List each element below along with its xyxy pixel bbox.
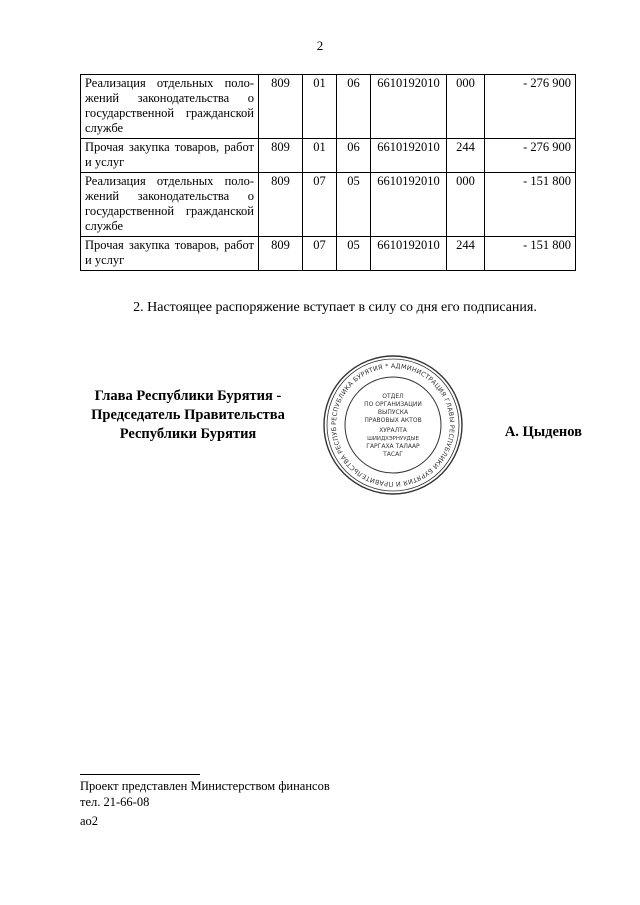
row-amount: - 151 800 [485,173,576,237]
seal-center-line: ХУРАЛТА [379,427,407,434]
row-section: 01 [303,75,337,139]
row-amount: - 276 900 [485,139,576,173]
row-ministry: 809 [259,173,303,237]
row-amount: - 276 900 [485,75,576,139]
row-subsection: 05 [337,237,371,271]
footnote [80,778,330,810]
seal-center-line: ГАРГАХА ТАЛААР [366,443,420,450]
table-row [81,237,576,271]
seal-center-line: ПРАВОВЫХ АКТОВ [364,417,422,424]
page-number: 2 [316,38,324,53]
seal-inner-ring [345,377,441,473]
table-row [81,75,576,139]
row-ministry: 809 [259,75,303,139]
seal-center-line: ШИИДХЭРНУУДЫЕ [367,436,419,442]
position-line: Глава Республики Бурятия - [94,388,282,404]
footnote-line-1: Проект представлен Министерством финансов [80,779,330,793]
row-expense-type: 244 [447,139,485,173]
row-subsection: 06 [337,139,371,173]
signatory-position [84,387,292,444]
document-marker: ao2 [80,814,99,828]
row-name: Прочая закупка товаров, работ и услуг [81,139,259,173]
clause-2: 2. Настоящее распоряжение вступает в силу со дня его подписания. [133,300,537,315]
seal-center-line: ПО ОРГАНИЗАЦИИ [364,401,422,408]
row-name: Реализация отдельных поло-жений законодательства о государственной гражданской службе [81,75,259,139]
footnote-line-2: тел. 21-66-08 [80,795,150,809]
row-ministry: 809 [259,237,303,271]
table-row [81,173,576,237]
position-line: Республики Бурятия [119,426,257,442]
row-name: Реализация отдельных поло-жений законодательства о государственной гражданской службе [81,173,259,237]
row-name: Прочая закупка товаров, работ и услуг [81,237,259,271]
official-seal [322,354,464,496]
seal-ring-text: РЕСПУБЛИКА БУРЯТИЯ * АДМИНИСТРАЦИЯ ГЛАВЫ РЕСПУБЛИКИ БУРЯТИЯ И ПРАВИТЕЛЬСТВА РЕСПУБ [329,361,457,489]
footnote-divider [80,774,200,775]
row-subsection: 05 [337,173,371,237]
row-target: 6610192010 [371,139,447,173]
budget-table [80,74,576,271]
seal-center-line: ТАСАГ [383,451,403,458]
row-expense-type: 244 [447,237,485,271]
seal-outer-ring-inner [327,359,459,491]
table-row [81,139,576,173]
row-ministry: 809 [259,139,303,173]
row-subsection: 06 [337,75,371,139]
row-target: 6610192010 [371,173,447,237]
seal-center-line: ВЫПУСКА [377,409,409,416]
seal-center-line: ОТДЕЛ [382,393,404,400]
row-section: 01 [303,139,337,173]
row-section: 07 [303,237,337,271]
signatory-name: А. Цыденов [504,424,582,440]
row-section: 07 [303,173,337,237]
row-target: 6610192010 [371,75,447,139]
position-line: Председатель Правительства [91,407,285,423]
seal-graphic [322,354,464,496]
row-expense-type: 000 [447,173,485,237]
row-expense-type: 000 [447,75,485,139]
row-target: 6610192010 [371,237,447,271]
row-amount: - 151 800 [485,237,576,271]
